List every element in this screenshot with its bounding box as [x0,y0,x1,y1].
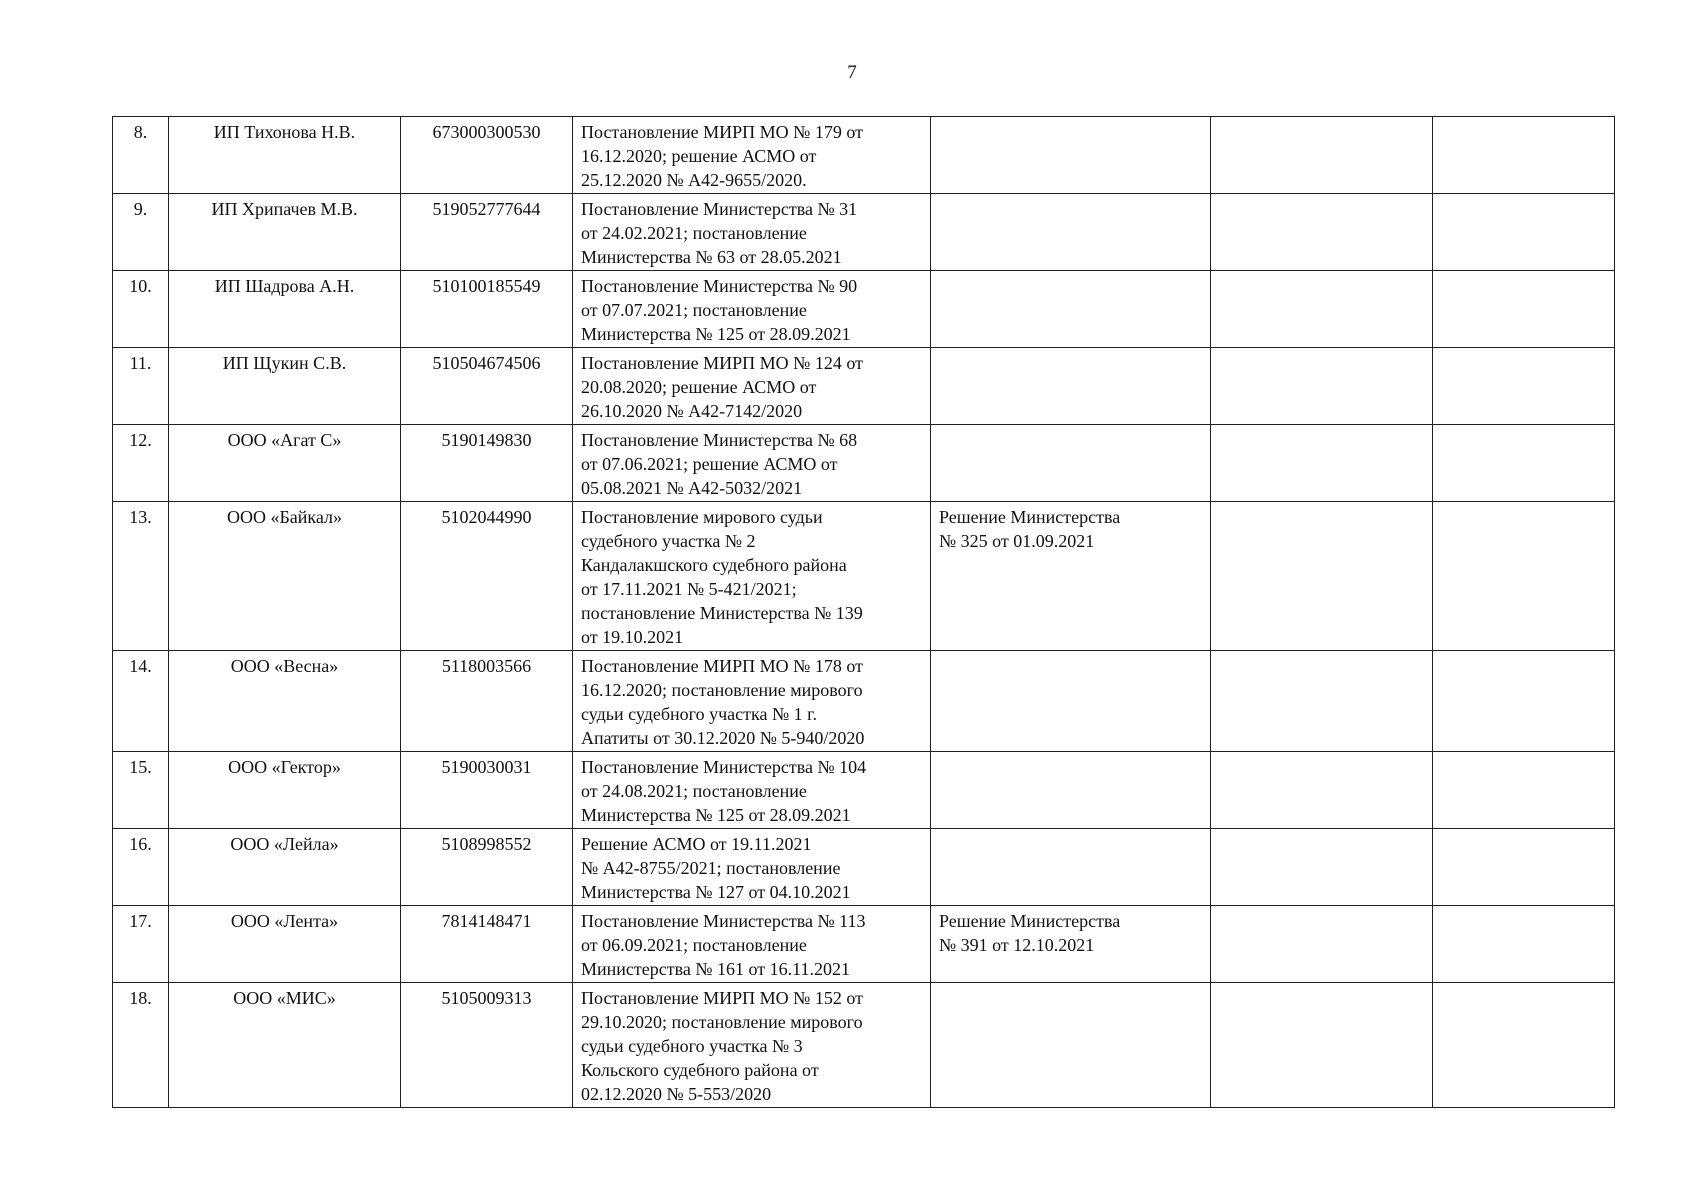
table-row [113,194,1615,271]
basis-line: Кандалакшского судебного района [581,555,847,575]
basis-line: постановление Министерства № 139 [581,603,863,623]
row-number-cell: 9. [113,194,169,271]
basis-line: 26.10.2020 № А42-7142/2020 [581,401,803,421]
decision-cell [931,829,1211,906]
column-7-cell [1433,651,1615,752]
decision-cell [931,348,1211,425]
column-7-cell [1433,271,1615,348]
basis-line: Постановление Министерства № 68 [581,430,858,450]
column-7-cell [1433,983,1615,1108]
basis-cell [573,194,931,271]
decision-cell [931,906,1211,983]
row-number-cell: 10. [113,271,169,348]
basis-line: от 06.09.2021; постановление [581,935,807,955]
column-6-cell [1211,752,1433,829]
column-7-cell [1433,348,1615,425]
organization-name-cell: ООО «Агат С» [169,425,401,502]
registry-table [112,116,1615,1108]
column-6-cell [1211,829,1433,906]
basis-line: Министерства № 161 от 16.11.2021 [581,959,850,979]
organization-name-cell: ООО «Лейла» [169,829,401,906]
decision-cell [931,983,1211,1108]
column-7-cell [1433,117,1615,194]
inn-cell: 510100185549 [401,271,573,348]
table-row [113,502,1615,651]
basis-line: от 07.06.2021; решение АСМО от [581,454,838,474]
basis-cell [573,348,931,425]
column-7-cell [1433,752,1615,829]
inn-cell: 673000300530 [401,117,573,194]
basis-line: 29.10.2020; постановление мирового [581,1012,863,1032]
basis-line: 25.12.2020 № А42-9655/2020. [581,170,807,190]
basis-line: Постановление МИРП МО № 124 от [581,353,863,373]
basis-line: судебного участка № 2 [581,531,756,551]
organization-name-cell: ИП Тихонова Н.В. [169,117,401,194]
basis-line: Министерства № 127 от 04.10.2021 [581,882,851,902]
organization-name-cell: ООО «Гектор» [169,752,401,829]
inn-cell: 519052777644 [401,194,573,271]
basis-line: от 07.07.2021; постановление [581,300,807,320]
column-7-cell [1433,194,1615,271]
basis-cell [573,117,931,194]
basis-line: Постановление Министерства № 31 [581,199,858,219]
basis-cell [573,425,931,502]
organization-name-cell: ООО «МИС» [169,983,401,1108]
row-number-cell: 13. [113,502,169,651]
inn-cell: 5108998552 [401,829,573,906]
inn-cell: 5190149830 [401,425,573,502]
column-6-cell [1211,906,1433,983]
row-number-cell: 11. [113,348,169,425]
decision-cell [931,651,1211,752]
organization-name-cell: ООО «Байкал» [169,502,401,651]
inn-cell: 5105009313 [401,983,573,1108]
decision-line: Решение Министерства [939,507,1121,527]
basis-line: Постановление МИРП МО № 178 от [581,656,863,676]
column-7-cell [1433,502,1615,651]
basis-line: Министерства № 125 от 28.09.2021 [581,805,851,825]
row-number-cell: 8. [113,117,169,194]
row-number-cell: 12. [113,425,169,502]
column-6-cell [1211,983,1433,1108]
row-number-cell: 14. [113,651,169,752]
basis-line: судьи судебного участка № 1 г. [581,704,817,724]
column-6-cell [1211,502,1433,651]
organization-name-cell: ИП Шадрова А.Н. [169,271,401,348]
table-row [113,829,1615,906]
organization-name-cell: ООО «Весна» [169,651,401,752]
basis-cell [573,752,931,829]
table-row [113,651,1615,752]
inn-cell: 5190030031 [401,752,573,829]
registry-body [113,117,1615,1108]
row-number-cell: 15. [113,752,169,829]
basis-line: Министерства № 63 от 28.05.2021 [581,247,842,267]
basis-cell [573,651,931,752]
basis-line: Решение АСМО от 19.11.2021 [581,834,812,854]
table-row [113,117,1615,194]
table-row [113,752,1615,829]
decision-line: № 391 от 12.10.2021 [939,935,1095,955]
basis-line: 16.12.2020; постановление мирового [581,680,863,700]
basis-line: судьи судебного участка № 3 [581,1036,803,1056]
row-number-cell: 16. [113,829,169,906]
column-7-cell [1433,425,1615,502]
table-row [113,348,1615,425]
column-7-cell [1433,829,1615,906]
basis-line: Апатиты от 30.12.2020 № 5-940/2020 [581,728,865,748]
inn-cell: 5102044990 [401,502,573,651]
decision-line: № 325 от 01.09.2021 [939,531,1095,551]
organization-name-cell: ИП Щукин С.В. [169,348,401,425]
basis-line: от 17.11.2021 № 5-421/2021; [581,579,797,599]
inn-cell: 510504674506 [401,348,573,425]
decision-cell [931,271,1211,348]
column-6-cell [1211,194,1433,271]
page-number: 7 [847,62,857,83]
decision-cell [931,117,1211,194]
column-6-cell [1211,651,1433,752]
column-6-cell [1211,425,1433,502]
basis-line: от 19.10.2021 [581,627,684,647]
inn-cell: 5118003566 [401,651,573,752]
organization-name-cell: ООО «Лента» [169,906,401,983]
basis-cell [573,829,931,906]
decision-cell [931,502,1211,651]
basis-cell [573,983,931,1108]
decision-cell [931,194,1211,271]
row-number-cell: 18. [113,983,169,1108]
basis-line: Постановление Министерства № 90 [581,276,858,296]
row-number-cell: 17. [113,906,169,983]
organization-name-cell: ИП Хрипачев М.В. [169,194,401,271]
basis-line: Постановление Министерства № 104 [581,757,867,777]
basis-line: 16.12.2020; решение АСМО от [581,146,817,166]
basis-line: Кольского судебного района от [581,1060,819,1080]
basis-line: 05.08.2021 № А42-5032/2021 [581,478,803,498]
inn-cell: 7814148471 [401,906,573,983]
column-6-cell [1211,348,1433,425]
basis-line: от 24.08.2021; постановление [581,781,807,801]
basis-cell [573,906,931,983]
basis-line: от 24.02.2021; постановление [581,223,807,243]
basis-line: 02.12.2020 № 5-553/2020 [581,1084,772,1104]
table-row [113,425,1615,502]
column-7-cell [1433,906,1615,983]
decision-cell [931,752,1211,829]
decision-cell [931,425,1211,502]
basis-line: Постановление Министерства № 113 [581,911,866,931]
table-row [113,906,1615,983]
basis-line: Постановление мирового судьи [581,507,823,527]
column-6-cell [1211,117,1433,194]
basis-line: Постановление МИРП МО № 179 от [581,122,863,142]
decision-line: Решение Министерства [939,911,1121,931]
basis-line: 20.08.2020; решение АСМО от [581,377,817,397]
basis-line: № А42-8755/2021; постановление [581,858,841,878]
basis-cell [573,502,931,651]
table-row [113,983,1615,1108]
basis-cell [573,271,931,348]
basis-line: Министерства № 125 от 28.09.2021 [581,324,851,344]
basis-line: Постановление МИРП МО № 152 от [581,988,863,1008]
column-6-cell [1211,271,1433,348]
table-row [113,271,1615,348]
